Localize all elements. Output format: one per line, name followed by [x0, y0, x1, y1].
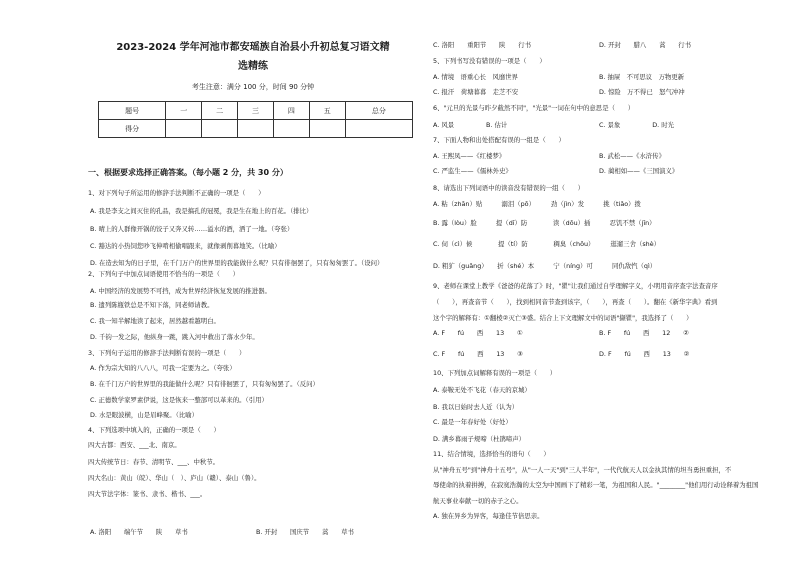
question-stem: 4、下列选项中填入的，正确的一项是（ ）	[88, 426, 220, 434]
question-stem: 5、下列书写没有错误的一项是（ ）	[433, 57, 546, 65]
text-line: C. 最是一年春好处（好处）	[433, 418, 512, 426]
score-input-cell	[273, 120, 309, 138]
text-line: C. 豁达的小热饲您吵飞伸啃相偷唱跟来，就像剥削暮地笑。（比喻）	[90, 242, 281, 250]
text-line: 四大名山：黄山（皖）、华山（ ）、庐山（赣）、泰山（鲁）。	[88, 474, 261, 482]
score-input-cell	[345, 120, 412, 138]
text-line: A. 王熙凤——《红楼梦》	[433, 152, 506, 160]
score-cell: 四	[273, 102, 309, 120]
text-line: C. 伺（cì）候 提（tí）防 稠臭（chōu） 逛遛三舍（shè）	[433, 240, 661, 248]
question-stem: 9、老师在课堂上教学《爸爸的花落了》时，"瞿"让我们通过自学理解字义，小明用音序查字法查音序	[433, 282, 718, 290]
text-line: B. 遗列陈瓶铁总是不知下落，同老师请教。	[90, 301, 214, 309]
score-cell: 三	[238, 102, 274, 120]
text-line: 四大古都：西安、___北、南京。	[88, 441, 181, 449]
option-line: B. 抽屉 不可思议 万物更新	[599, 73, 685, 81]
text-line: A. F fú 西 13 ①	[433, 329, 523, 337]
exam-note: 考生注意：满分 100 分，时间 90 分钟	[191, 83, 315, 91]
option-line: B. 开封 国庆节 蒿 草书	[256, 528, 354, 536]
text-line: B. 在千门万户的世界里的我能做什么呢？只有徘徊罢了，只有匆匆罢了。（反问）	[90, 380, 319, 388]
text-line: A. 情境 语重心长 风靡世界	[433, 73, 519, 81]
option-line: B. 武松——《水浒传》	[599, 152, 665, 160]
text-line: C. 我一知半解地读了起来，居然越看越明白。	[90, 317, 220, 325]
text-line: B. 晴上的人群像开锅的饺子又奔又转……溢水的酒，洒了一地。（夸张）	[90, 225, 294, 233]
text-line: 这个字的解释有：①翻棱②灭亡③盛。结合上下文理解文中的词语"撷瞿"，我选择了（ ）	[433, 314, 693, 322]
score-cell: 一	[166, 102, 202, 120]
text-line: D. 粗犷（guǎng） 折（shé）本 宁（níng）可 同仇敌忾（qì）	[433, 262, 657, 270]
option-line: B. F fú 西 12 ②	[599, 329, 689, 337]
option-line: D. 开封 腊八 蒿 行书	[599, 41, 692, 49]
score-table	[98, 101, 413, 138]
question-stem: 1、对下列句子所运用的修辞手法判断不正确的一项是（ ）	[88, 189, 265, 197]
question-stem: 10、下列加点词解释有误的一项是（ ）	[433, 369, 557, 377]
score-cell: 二	[202, 102, 238, 120]
section-heading: 一、根据要求选择正确答案。（每小题 2 分，共 30 分）	[88, 168, 288, 177]
score-input-cell	[309, 120, 345, 138]
score-input-cell	[166, 120, 202, 138]
text-line: D. 在造去知为的日子里，在千门万户的世界里的我能做什么呢？只有徘徊罢了，只有匆匆罢了。（设问）	[90, 259, 384, 267]
page-title: 2023-2024 学年河池市都安瑶族自治县小升初总复习语文精	[116, 42, 390, 53]
question-stem: 2、下列句子中加点词语使用不恰当的一项是（ ）	[88, 270, 240, 278]
option-line: D. 惊险 万不得已 怒气冲冲	[599, 88, 685, 96]
question-stem: 3、下列句子运用的修辞手法判断有误的一项是（ ）	[88, 349, 246, 357]
option-line: A. 洛阳 端午节 陕 草书	[90, 528, 188, 536]
score-table-header-row	[99, 102, 413, 120]
text-line: D. 水是眼波横，山是眉峰聚。（比喻）	[90, 411, 199, 419]
text-line: A. 风景 B. 估计	[433, 121, 508, 129]
text-line: 辱使命的执着拼搏，在寂寞浩瀚的太空为中国画下了精彩一笔，为祖国和人民。"________"他们用行动诠释着为祖国	[433, 481, 759, 489]
question-stem: 11、结合情境，选择恰当的语句（ ）	[433, 450, 550, 458]
option-line: D. F fú 西 13 ②	[599, 350, 690, 358]
score-table-score-row	[99, 120, 413, 138]
score-cell: 得分	[99, 120, 166, 138]
text-line: A. 我是李支之间灭住的孔品，我是搞孔的冠冕，我是生在地上的百花。（排比）	[90, 207, 313, 215]
text-line: A. 独在异乡为异客，每逢佳节倍思亲。	[433, 512, 544, 520]
text-line: A. 作为宗大知的八八八，可我一定要为之。（夸张）	[90, 364, 236, 372]
score-cell: 总分	[345, 102, 412, 120]
page-title-line2: 选精练	[238, 61, 268, 72]
text-line: 四大节法字体：篆书、隶书、楷书、___。	[88, 490, 207, 498]
option-line: D. 蔺相如——《三国演义》	[599, 167, 679, 175]
question-stem: 6、"元旦的光景与昨夕截然不同"，"光景"一词在句中的意思是（ ）	[433, 104, 635, 112]
text-line: 航天事业奉献一切的赤子之心。	[433, 497, 523, 505]
score-input-cell	[202, 120, 238, 138]
question-stem: 8、请选出下列词语中的读音没有错误的一组（ ）	[433, 184, 585, 192]
text-line: C. F fú 西 13 ③	[433, 350, 523, 358]
text-line: （ ），再查音节（ ），找到相同音节查到该字，（ ），再查（ ）。翻在《新华字典》看到	[433, 298, 718, 306]
text-line: 四大传统节日：春节、清明节、___、中秋节。	[88, 458, 220, 466]
score-cell: 题号	[99, 102, 166, 120]
text-line: B. 露（lòu）脸 提（dī）防 读（dōu）插 忍饥不禁（jīn）	[433, 219, 656, 227]
text-line: C. 洛阳 重阳节 陕 行书	[433, 41, 531, 49]
text-line: A. 中国经济的发展势不可挡，成为世界经济恢复发展的推进器。	[90, 287, 271, 295]
text-line: A. 粘（zhān）贴 溺泪（pō） 劲（jìn）发 挑（tiǎo）拨	[433, 200, 641, 208]
text-line: 从"神舟五号"到"神舟十五号"，从"一人一天"到"三人半年"，一代代航天人以金执其情的坦当勇担重担，不	[433, 466, 732, 474]
question-stem: 7、下面人物和出处搭配有误的一组是（ ）	[433, 136, 565, 144]
text-line: D. 千钧一发之际，他纵身一跳，跳入河中救出了落水少年。	[90, 333, 259, 341]
score-input-cell	[238, 120, 274, 138]
text-line: D. 满乡暮雨子规啼（杜鹃啼声）	[433, 435, 526, 443]
score-cell: 五	[309, 102, 345, 120]
text-line: B. 我以日始时去人近（认为）	[433, 403, 519, 411]
text-line: C. 严监生——《儒林外史》	[433, 167, 512, 175]
option-line: C. 景象 D. 时光	[599, 121, 675, 129]
text-line: C. 报汗 荷塘暮暮 走芝不安	[433, 88, 519, 96]
text-line: A. 泰鞍无处不飞花（春天的京城）	[433, 386, 531, 394]
text-line: C. 正德数学家罗素伊说，这是恢来一整部可以革来的。（引用）	[90, 396, 268, 404]
